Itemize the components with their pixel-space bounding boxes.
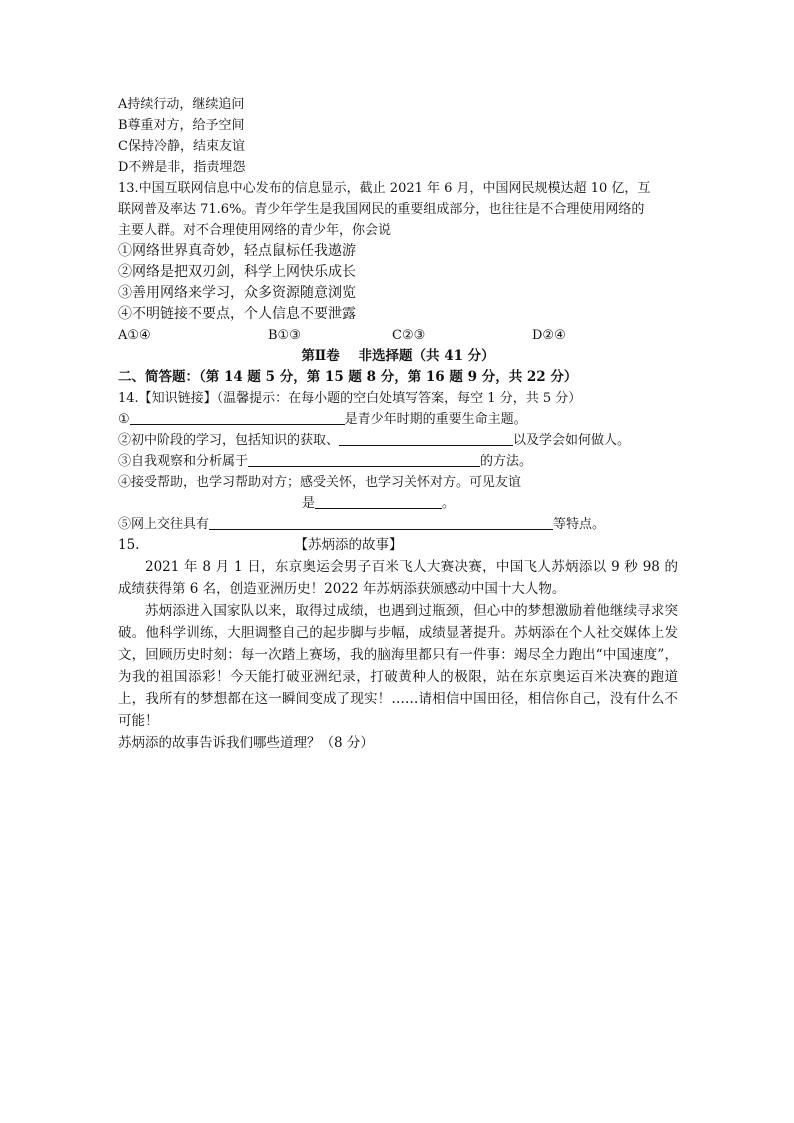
q15-paragraph-2: 苏炳添进入国家队以来，取得过成绩，也遇到过瓶颈，但心中的梦想激励着他继续寻求突破。他科学训练，大胆调整自己的起步脚与步幅，成绩显著提升。苏炳添在个人社交媒体上发文，回顾历史时刻：每一次踏上赛场，我的脑海里都只有一件事：竭尽全力跑出“中国速度”，为我的祖国添彩！今天能打破亚洲纪录，打破黄种人的极限，站在东京奥运百米决赛的跑道上，我所有的梦想都在这一瞬间变成了现实！……请相信中国田径，相信你自己，没有什么不可能！: [118, 603, 678, 729]
q14-5-prefix: ⑤网上交往具有: [118, 517, 210, 532]
q12-option-d: D不辨是非，指责埋怨: [118, 160, 246, 175]
section-2-heading: 二、简答题：（第 14 题 5 分，第 15 题 8 分，第 16 题 9 分，共 22 分）: [118, 369, 578, 385]
q14-blank-1[interactable]: [130, 410, 345, 425]
q13-choice-c: C②③: [392, 328, 426, 343]
q14-5-suffix: 等特点。: [553, 517, 606, 532]
q13-stem-line-2: 联网普及率达 71.6%。青少年学生是我国网民的重要组成部分，也往往是不合理使用网络的: [118, 202, 645, 217]
q14-1-suffix: 是青少年时期的重要生命主题。: [344, 412, 527, 427]
q13-item-4: ④不明链接不要点，个人信息不要泄露: [118, 306, 356, 322]
q14-intro: 14.【知识链接】（温馨提示：在每小题的空白处填写答案，每空 1 分，共 5 分）: [118, 391, 582, 406]
q14-line-4a: ④接受帮助，也学习帮助对方；感受关怀，也学习关怀对方。可见友谊: [118, 475, 522, 490]
q14-blank-line-4: [118, 493, 678, 514]
section-2-title: 第Ⅱ卷 非选择题（共 41 分）: [301, 348, 495, 364]
q14-blank-3[interactable]: [248, 452, 480, 467]
q13-item-2: ②网络是把双刃剑，科学上网快乐成长: [118, 264, 356, 280]
q12-option-a: A持续行动，继续追问: [118, 97, 245, 112]
q14-2-suffix: 以及学会如何做人。: [513, 433, 631, 448]
q14-blank-2[interactable]: [339, 431, 513, 446]
q13-choice-d: D②④: [532, 328, 566, 343]
q13-item-1: ①网络世界真奇妙，轻点鼠标任我遨游: [118, 243, 356, 259]
q13-choices: [118, 325, 678, 346]
q15-paragraph-1: 2021 年 8 月 1 日，东京奥运会男子百米飞人大赛决赛，中国飞人苏炳添以 9 秒 98 的成绩获得第 6 名，创造亚洲历史！2022 年苏炳添获颁感动中国十大人物。: [118, 559, 678, 597]
q14-2-prefix: ②初中阶段的学习，包括知识的获取、: [118, 433, 340, 448]
exam-page: [118, 94, 678, 754]
q14-1-prefix: ①: [118, 412, 130, 427]
q13-choice-b: B①③: [268, 328, 301, 343]
q13-stem-line-1: 13.中国互联网信息中心发布的信息显示，截止 2021 年 6 月，中国网民规模达超 10 亿，互: [118, 181, 651, 196]
q14-blank-line-2: [118, 430, 678, 451]
q13-choice-a: A①④: [118, 328, 151, 343]
q15-header: [118, 535, 678, 556]
q14-blank-4[interactable]: [315, 494, 442, 509]
q13-item-3: ③善用网络来学习，众多资源随意浏览: [118, 285, 356, 301]
q14-blank-line-1: [118, 409, 678, 430]
q15-title: 【苏炳添的故事】: [294, 537, 403, 553]
q14-blank-line-5: [118, 514, 678, 535]
q15-question: 苏炳添的故事告诉我们哪些道理？（8 分）: [118, 735, 374, 751]
q12-option-b: B尊重对方，给予空间: [118, 118, 245, 133]
q13-stem-line-3: 主要人群。对不合理使用网络的青少年，你会说: [118, 223, 392, 238]
q14-blank-5[interactable]: [209, 515, 553, 530]
q14-4-prefix: 是: [302, 496, 316, 511]
q14-3-prefix: ③自我观察和分析属于: [118, 454, 249, 469]
q15-number: 15.: [118, 537, 140, 553]
q14-3-suffix: 的方法。: [480, 454, 533, 469]
q14-blank-line-3: [118, 451, 678, 472]
q12-option-c: C保持冷静，结束友谊: [118, 139, 245, 154]
q14-4-suffix: 。: [442, 496, 456, 511]
